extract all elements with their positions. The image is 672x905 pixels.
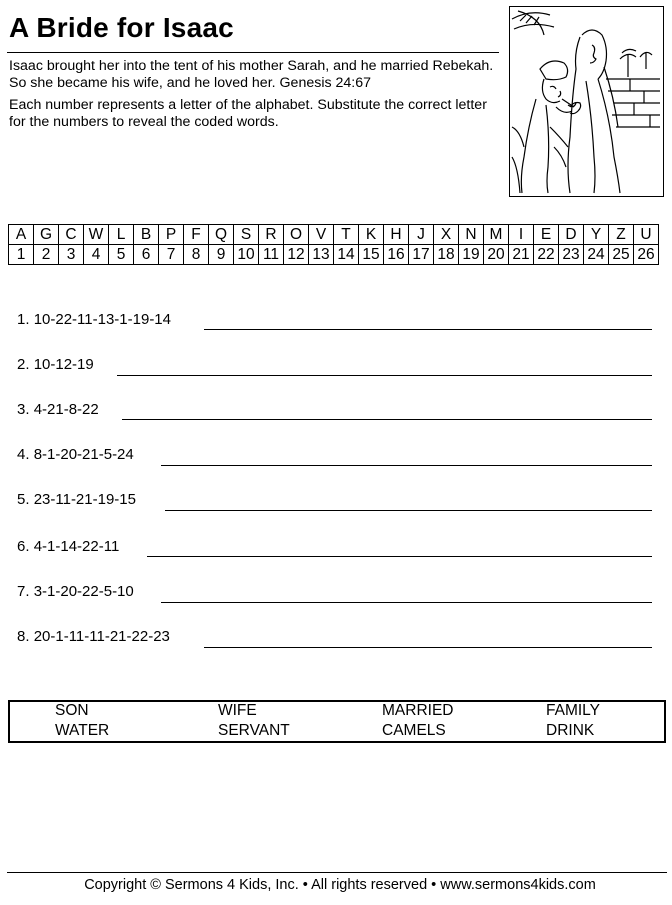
answer-line-7[interactable] [161,602,652,603]
cipher-letter: G [34,225,59,245]
cipher-numbers-row [9,245,659,265]
cipher-number: 5 [109,245,134,265]
question-number: 5. [17,491,30,508]
footer-divider [7,872,667,873]
cipher-letter: K [359,225,384,245]
answer-line-5[interactable] [165,510,652,511]
cipher-letter: Z [609,225,634,245]
page-title: A Bride for Isaac [9,12,234,43]
coded-word: 4-1-14-22-11 [33,538,120,555]
question-6 [17,538,119,556]
question-number: 4. [17,446,30,463]
answer-line-4[interactable] [161,465,652,466]
cipher-number: 10 [234,245,259,265]
cipher-letter: O [284,225,309,245]
cipher-number: 17 [409,245,434,265]
cipher-letter: C [59,225,84,245]
word-bank-item: WIFE [218,702,257,719]
cipher-number: 6 [134,245,159,265]
cipher-letter: U [634,225,659,245]
cipher-number: 26 [634,245,659,265]
answer-line-2[interactable] [117,375,652,376]
coded-word: 4-21-8-22 [33,401,99,418]
cipher-number: 23 [559,245,584,265]
cipher-letter: X [434,225,459,245]
cipher-letter: W [84,225,109,245]
cipher-letter: H [384,225,409,245]
coded-word: 10-22-11-13-1-19-14 [33,311,171,328]
cipher-number: 18 [434,245,459,265]
cipher-key-table [8,224,659,265]
question-number: 6. [17,538,30,555]
coded-word: 20-1-11-11-21-22-23 [33,628,170,645]
word-bank-item: FAMILY [546,702,600,719]
question-number: 3. [17,401,30,418]
cipher-letter: D [559,225,584,245]
word-bank [8,700,666,743]
cipher-letter: P [159,225,184,245]
word-bank-item: SERVANT [218,722,290,739]
coded-word: 8-1-20-21-5-24 [33,446,134,463]
instructions: Each number represents a letter of the alphabet. Substitute the correct letter for the numbers to reveal the coded words. [9,97,487,130]
cipher-letter: I [509,225,534,245]
question-7 [17,583,134,601]
title-divider [7,52,499,53]
cipher-letter: S [234,225,259,245]
answer-line-1[interactable] [204,329,652,330]
cipher-number: 21 [509,245,534,265]
cipher-number: 9 [209,245,234,265]
answer-line-8[interactable] [204,647,652,648]
cipher-number: 3 [59,245,84,265]
question-2 [17,356,94,374]
cipher-letter: M [484,225,509,245]
illustration-drawing [510,7,662,195]
cipher-number: 11 [259,245,284,265]
cipher-number: 1 [9,245,34,265]
copyright-footer: Copyright © Sermons 4 Kids, Inc. • All rights reserved • www.sermons4kids.com [84,877,596,893]
word-bank-item: MARRIED [382,702,454,719]
cipher-letter: V [309,225,334,245]
cipher-letter: B [134,225,159,245]
question-number: 1. [17,311,30,328]
coded-word: 10-12-19 [33,356,94,373]
cipher-letters-row [9,225,659,245]
question-5 [17,491,136,509]
question-8 [17,628,170,646]
cipher-number: 19 [459,245,484,265]
cipher-letter: F [184,225,209,245]
cipher-letter: E [534,225,559,245]
cipher-letter: Q [209,225,234,245]
isaac-rebekah-illustration [509,6,664,197]
cipher-letter: L [109,225,134,245]
cipher-number: 2 [34,245,59,265]
cipher-number: 13 [309,245,334,265]
question-number: 7. [17,583,30,600]
word-bank-item: CAMELS [382,722,446,739]
cipher-letter: R [259,225,284,245]
intro-text [9,58,499,136]
cipher-letter: A [9,225,34,245]
cipher-letter: Y [584,225,609,245]
question-1 [17,311,171,329]
question-3 [17,401,99,419]
question-number: 2. [17,356,30,373]
cipher-number: 8 [184,245,209,265]
scripture-verse: Isaac brought her into the tent of his mother Sarah, and he married Rebekah. So she became his wife, and he loved her. Genesis 24:67 [9,58,494,91]
word-bank-item: WATER [55,722,110,739]
cipher-letter: N [459,225,484,245]
cipher-number: 14 [334,245,359,265]
cipher-number: 15 [359,245,384,265]
question-4 [17,446,134,464]
cipher-letter: J [409,225,434,245]
cipher-number: 4 [84,245,109,265]
coded-word: 3-1-20-22-5-10 [33,583,134,600]
word-bank-item: SON [55,702,89,719]
answer-line-3[interactable] [122,419,652,420]
cipher-number: 22 [534,245,559,265]
word-bank-item: DRINK [546,722,595,739]
cipher-number: 16 [384,245,409,265]
question-number: 8. [17,628,30,645]
cipher-number: 7 [159,245,184,265]
cipher-number: 24 [584,245,609,265]
cipher-number: 12 [284,245,309,265]
coded-word: 23-11-21-19-15 [33,491,136,508]
answer-line-6[interactable] [147,556,652,557]
cipher-letter: T [334,225,359,245]
cipher-number: 20 [484,245,509,265]
cipher-number: 25 [609,245,634,265]
